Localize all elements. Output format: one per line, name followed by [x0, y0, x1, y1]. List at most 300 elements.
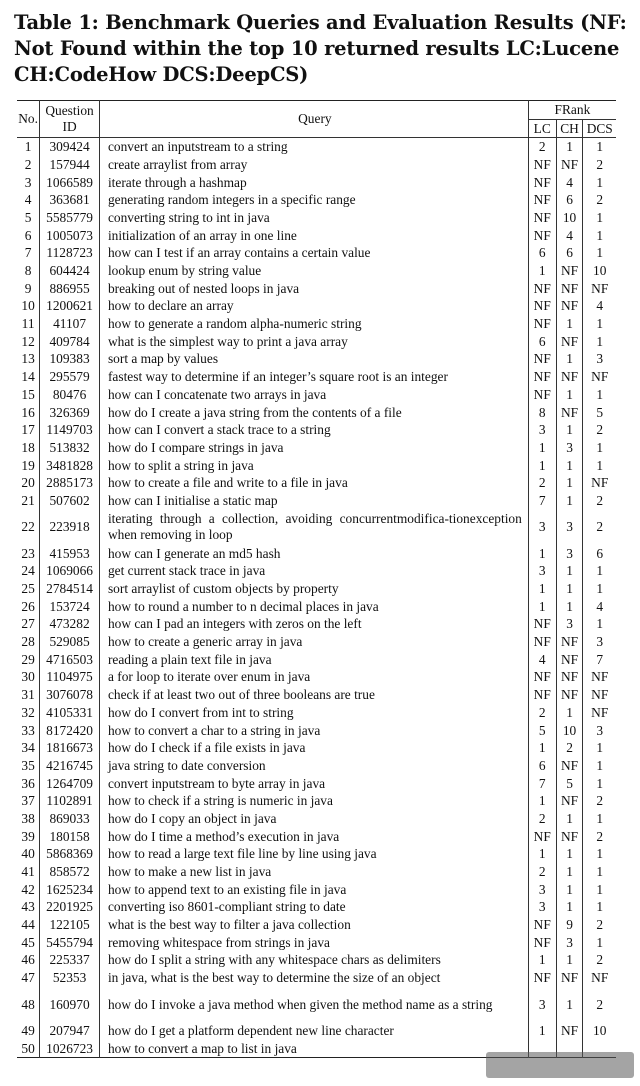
- header-frank: FRank: [528, 101, 616, 120]
- cell-no: 35: [17, 757, 40, 775]
- cell-query: what is the best way to filter a java collection: [99, 916, 528, 934]
- cell-dcs: 1: [596, 899, 604, 915]
- header-ch: CH: [556, 119, 583, 138]
- cell-lc: 3: [528, 510, 556, 545]
- cell-ch: 6: [556, 191, 583, 209]
- cell-question-id: 409784: [40, 333, 100, 351]
- cell-ch: 1: [556, 421, 583, 439]
- table-row: [17, 474, 616, 492]
- cell-no: 32: [17, 704, 40, 722]
- cell-lc: 2: [528, 704, 556, 722]
- cell-query: create arraylist from array: [99, 156, 528, 174]
- cell-no: 47: [17, 969, 40, 987]
- cell-ch: 3: [556, 934, 583, 952]
- cell-query: a for loop to iterate over enum in java: [99, 669, 528, 687]
- cell-ch: NF: [556, 669, 583, 687]
- cell-query: iterate through a hashmap: [99, 174, 528, 192]
- cell-dcs: NF: [591, 970, 609, 986]
- cell-ch: 3: [556, 616, 583, 634]
- cell-query: how to append text to an existing file in java: [99, 881, 528, 899]
- cell-query: how to round a number to n decimal places in java: [99, 598, 528, 616]
- table-row: [17, 952, 616, 970]
- cell-query: generating random integers in a specific range: [99, 191, 528, 209]
- table-row: [17, 315, 616, 333]
- cell-question-id: 869033: [40, 810, 100, 828]
- cell-dcs: 1: [596, 245, 604, 261]
- cell-question-id: 363681: [40, 191, 100, 209]
- cell-query: how can I test if an array contains a certain value: [99, 245, 528, 263]
- cell-dcs: 1: [596, 740, 604, 756]
- cell-no: 50: [17, 1040, 40, 1058]
- cell-query: lookup enum by string value: [99, 262, 528, 280]
- cell-ch: NF: [556, 156, 583, 174]
- cell-dcs: 1: [596, 139, 604, 155]
- cell-lc: NF: [528, 209, 556, 227]
- cell-query: what is the simplest way to print a java array: [99, 333, 528, 351]
- cell-ch: 1: [556, 315, 583, 333]
- table-row: [17, 174, 616, 192]
- table-row: [17, 757, 616, 775]
- cell-dcs: 1: [596, 333, 604, 349]
- cell-dcs: 1: [596, 864, 604, 880]
- table-row: [17, 421, 616, 439]
- cell-lc: 1: [528, 1022, 556, 1040]
- cell-no: 38: [17, 810, 40, 828]
- cell-ch: NF: [556, 280, 583, 298]
- header-dcs: DCS: [583, 119, 616, 138]
- table-row: [17, 792, 616, 810]
- cell-query: iterating through a collection, avoiding concurrentmodifica-tionexception when removing in loop: [99, 510, 528, 545]
- cell-no: 36: [17, 775, 40, 793]
- cell-question-id: 1069066: [40, 563, 100, 581]
- cell-no: 2: [17, 156, 40, 174]
- cell-lc: NF: [528, 191, 556, 209]
- cell-ch: NF: [556, 828, 583, 846]
- cell-query: how do I convert from int to string: [99, 704, 528, 722]
- cell-question-id: 5455794: [40, 934, 100, 952]
- table-row: [17, 651, 616, 669]
- cell-query: how do I invoke a java method when given the method name as a string: [99, 987, 528, 1022]
- cell-question-id: 2784514: [40, 580, 100, 598]
- cell-lc: 1: [528, 598, 556, 616]
- cell-no: 27: [17, 616, 40, 634]
- cell-ch: 1: [556, 386, 583, 404]
- cell-question-id: 160970: [40, 987, 100, 1022]
- cell-ch: NF: [556, 368, 583, 386]
- table-row: [17, 191, 616, 209]
- header-query: Query: [99, 101, 528, 138]
- cell-question-id: 604424: [40, 262, 100, 280]
- cell-no: 6: [17, 227, 40, 245]
- cell-query: converting string to int in java: [99, 209, 528, 227]
- cell-question-id: 1066589: [40, 174, 100, 192]
- cell-query: how do I create a java string from the contents of a file: [99, 404, 528, 422]
- cell-lc: 2: [528, 810, 556, 828]
- cell-no: 48: [17, 987, 40, 1022]
- cell-question-id: 4105331: [40, 704, 100, 722]
- cell-lc: 3: [528, 563, 556, 581]
- cell-question-id: 3481828: [40, 457, 100, 475]
- cell-no: 49: [17, 1022, 40, 1040]
- cell-dcs: 1: [596, 174, 604, 190]
- cell-no: 22: [17, 510, 40, 545]
- cell-dcs: 4: [596, 298, 604, 314]
- cell-query: sort arraylist of custom objects by property: [99, 580, 528, 598]
- cell-query: how to convert a map to list in java: [99, 1040, 528, 1058]
- cell-dcs: 1: [596, 439, 604, 455]
- table-row: [17, 386, 616, 404]
- table-row: [17, 368, 616, 386]
- table-body: [17, 138, 616, 1058]
- cell-lc: 4: [528, 651, 556, 669]
- cell-question-id: 153724: [40, 598, 100, 616]
- cell-dcs: 5: [596, 404, 604, 420]
- cell-lc: 1: [528, 580, 556, 598]
- cell-question-id: 1264709: [40, 775, 100, 793]
- cell-query: reading a plain text file in java: [99, 651, 528, 669]
- cell-dcs: 2: [596, 996, 604, 1012]
- cell-query: removing whitespace from strings in java: [99, 934, 528, 952]
- table-row: [17, 969, 616, 987]
- cell-dcs: 3: [596, 722, 604, 738]
- cell-ch: 1: [556, 563, 583, 581]
- cell-query: how to make a new list in java: [99, 863, 528, 881]
- table-row: [17, 686, 616, 704]
- table-row: [17, 227, 616, 245]
- cell-no: 45: [17, 934, 40, 952]
- cell-no: 23: [17, 545, 40, 563]
- table-row: [17, 881, 616, 899]
- cell-dcs: 3: [596, 351, 604, 367]
- cell-ch: 1: [556, 457, 583, 475]
- cell-no: 41: [17, 863, 40, 881]
- cell-no: 26: [17, 598, 40, 616]
- cell-dcs: NF: [591, 369, 609, 385]
- cell-dcs: 10: [593, 263, 607, 279]
- cell-question-id: 80476: [40, 386, 100, 404]
- cell-ch: 1: [556, 474, 583, 492]
- cell-lc: 5: [528, 722, 556, 740]
- cell-dcs: NF: [591, 704, 609, 720]
- cell-no: 13: [17, 351, 40, 369]
- table-row: [17, 704, 616, 722]
- cell-no: 10: [17, 298, 40, 316]
- cell-lc: 6: [528, 245, 556, 263]
- cell-query: in java, what is the best way to determine the size of an object: [99, 969, 528, 987]
- cell-lc: 1: [528, 262, 556, 280]
- cell-question-id: 1005073: [40, 227, 100, 245]
- cell-no: 40: [17, 846, 40, 864]
- cell-question-id: 4216745: [40, 757, 100, 775]
- cell-no: 42: [17, 881, 40, 899]
- cell-lc: NF: [528, 156, 556, 174]
- cell-ch: NF: [556, 686, 583, 704]
- cell-query: initialization of an array in one line: [99, 227, 528, 245]
- cell-dcs: 1: [596, 616, 604, 632]
- cell-query: how can I generate an md5 hash: [99, 545, 528, 563]
- cell-no: 20: [17, 474, 40, 492]
- cell-no: 5: [17, 209, 40, 227]
- cell-ch: 1: [556, 598, 583, 616]
- table-row: [17, 351, 616, 369]
- table-row: [17, 598, 616, 616]
- header-no: No.: [17, 101, 40, 138]
- cell-lc: NF: [528, 828, 556, 846]
- cell-dcs: 1: [596, 457, 604, 473]
- table-row: [17, 545, 616, 563]
- cell-question-id: 473282: [40, 616, 100, 634]
- cell-dcs: 2: [596, 917, 604, 933]
- cell-lc: NF: [528, 969, 556, 987]
- cell-query: convert an inputstream to a string: [99, 138, 528, 156]
- cell-ch: 1: [556, 580, 583, 598]
- table-row: [17, 775, 616, 793]
- cell-lc: 2: [528, 138, 556, 156]
- cell-query: converting iso 8601-compliant string to date: [99, 899, 528, 917]
- cell-ch: 3: [556, 545, 583, 563]
- cell-query: java string to date conversion: [99, 757, 528, 775]
- cell-dcs: 2: [596, 422, 604, 438]
- cell-dcs: 2: [596, 793, 604, 809]
- watermark-logo: [486, 1052, 634, 1078]
- cell-ch: NF: [556, 792, 583, 810]
- header-question-id: Question ID: [40, 101, 100, 138]
- table-row: [17, 298, 616, 316]
- cell-lc: NF: [528, 174, 556, 192]
- cell-no: 28: [17, 633, 40, 651]
- cell-question-id: 5585779: [40, 209, 100, 227]
- table-row: [17, 739, 616, 757]
- cell-ch: 4: [556, 227, 583, 245]
- cell-query: how to check if a string is numeric in java: [99, 792, 528, 810]
- cell-no: 1: [17, 138, 40, 156]
- cell-question-id: 2885173: [40, 474, 100, 492]
- cell-ch: NF: [556, 1022, 583, 1040]
- table-row: [17, 262, 616, 280]
- cell-no: 8: [17, 262, 40, 280]
- table-row: [17, 457, 616, 475]
- cell-no: 30: [17, 669, 40, 687]
- cell-lc: 2: [528, 474, 556, 492]
- cell-lc: 7: [528, 492, 556, 510]
- table-row: [17, 209, 616, 227]
- cell-ch: 1: [556, 987, 583, 1022]
- cell-ch: NF: [556, 651, 583, 669]
- cell-dcs: 1: [596, 227, 604, 243]
- cell-question-id: 1816673: [40, 739, 100, 757]
- cell-ch: 1: [556, 810, 583, 828]
- cell-lc: NF: [528, 227, 556, 245]
- cell-query: how to generate a random alpha-numeric string: [99, 315, 528, 333]
- cell-dcs: 1: [596, 386, 604, 402]
- cell-question-id: 4716503: [40, 651, 100, 669]
- cell-no: 34: [17, 739, 40, 757]
- cell-lc: 1: [528, 792, 556, 810]
- cell-ch: 2: [556, 739, 583, 757]
- cell-no: 9: [17, 280, 40, 298]
- table-row: [17, 404, 616, 422]
- cell-dcs: NF: [591, 687, 609, 703]
- cell-query: how to split a string in java: [99, 457, 528, 475]
- cell-lc: 3: [528, 881, 556, 899]
- cell-query: how can I initialise a static map: [99, 492, 528, 510]
- cell-no: 12: [17, 333, 40, 351]
- cell-dcs: NF: [591, 475, 609, 491]
- cell-dcs: 2: [596, 492, 604, 508]
- table-row: [17, 916, 616, 934]
- cell-dcs: 10: [593, 1022, 607, 1038]
- cell-ch: NF: [556, 757, 583, 775]
- cell-lc: 7: [528, 775, 556, 793]
- cell-ch: 1: [556, 952, 583, 970]
- cell-question-id: 415953: [40, 545, 100, 563]
- cell-question-id: 2201925: [40, 899, 100, 917]
- cell-lc: 2: [528, 863, 556, 881]
- cell-ch: NF: [556, 633, 583, 651]
- table-row: [17, 828, 616, 846]
- cell-question-id: 180158: [40, 828, 100, 846]
- cell-dcs: 1: [596, 846, 604, 862]
- table-row: [17, 563, 616, 581]
- table-row: [17, 987, 616, 1022]
- cell-ch: 1: [556, 881, 583, 899]
- table-row: [17, 899, 616, 917]
- cell-dcs: 6: [596, 545, 604, 561]
- cell-question-id: 1200621: [40, 298, 100, 316]
- cell-ch: NF: [556, 969, 583, 987]
- cell-lc: 3: [528, 987, 556, 1022]
- cell-no: 18: [17, 439, 40, 457]
- cell-query: how do I split a string with any whitespace chars as delimiters: [99, 952, 528, 970]
- cell-dcs: 1: [596, 775, 604, 791]
- cell-lc: 1: [528, 952, 556, 970]
- cell-question-id: 1149703: [40, 421, 100, 439]
- cell-no: 7: [17, 245, 40, 263]
- cell-dcs: 2: [596, 519, 604, 535]
- cell-lc: NF: [528, 686, 556, 704]
- cell-no: 43: [17, 899, 40, 917]
- cell-lc: NF: [528, 298, 556, 316]
- cell-no: 21: [17, 492, 40, 510]
- cell-query: how can I pad an integers with zeros on the left: [99, 616, 528, 634]
- cell-ch: NF: [556, 333, 583, 351]
- cell-question-id: 3076078: [40, 686, 100, 704]
- cell-question-id: 1104975: [40, 669, 100, 687]
- cell-no: 25: [17, 580, 40, 598]
- cell-dcs: 1: [596, 581, 604, 597]
- cell-no: 39: [17, 828, 40, 846]
- cell-lc: NF: [528, 633, 556, 651]
- cell-question-id: 223918: [40, 510, 100, 545]
- table-row: [17, 245, 616, 263]
- cell-question-id: 309424: [40, 138, 100, 156]
- cell-lc: NF: [528, 280, 556, 298]
- cell-dcs: 4: [596, 598, 604, 614]
- cell-ch: 9: [556, 916, 583, 934]
- cell-ch: 1: [556, 138, 583, 156]
- table-row: [17, 138, 616, 156]
- cell-lc: NF: [528, 616, 556, 634]
- cell-lc: 3: [528, 421, 556, 439]
- cell-query: sort a map by values: [99, 351, 528, 369]
- cell-query: how to create a file and write to a file in java: [99, 474, 528, 492]
- cell-lc: NF: [528, 351, 556, 369]
- cell-ch: 1: [556, 704, 583, 722]
- cell-ch: 1: [556, 899, 583, 917]
- cell-question-id: 52353: [40, 969, 100, 987]
- table-row: [17, 510, 616, 545]
- cell-lc: NF: [528, 916, 556, 934]
- table-row: [17, 280, 616, 298]
- cell-ch: 1: [556, 863, 583, 881]
- cell-dcs: 1: [596, 810, 604, 826]
- cell-dcs: 1: [596, 934, 604, 950]
- cell-dcs: 1: [596, 563, 604, 579]
- cell-ch: 1: [556, 846, 583, 864]
- cell-question-id: 41107: [40, 315, 100, 333]
- table-row: [17, 722, 616, 740]
- cell-question-id: 8172420: [40, 722, 100, 740]
- cell-lc: 1: [528, 457, 556, 475]
- cell-query: how do I time a method’s execution in java: [99, 828, 528, 846]
- cell-query: check if at least two out of three booleans are true: [99, 686, 528, 704]
- cell-question-id: 207947: [40, 1022, 100, 1040]
- cell-no: 4: [17, 191, 40, 209]
- cell-lc: NF: [528, 934, 556, 952]
- table-row: [17, 669, 616, 687]
- cell-ch: 3: [556, 510, 583, 545]
- cell-dcs: 2: [596, 952, 604, 968]
- cell-no: 44: [17, 916, 40, 934]
- table-row: [17, 810, 616, 828]
- cell-lc: 1: [528, 846, 556, 864]
- cell-dcs: 1: [596, 757, 604, 773]
- cell-question-id: 886955: [40, 280, 100, 298]
- cell-query: get current stack trace in java: [99, 563, 528, 581]
- cell-dcs: NF: [591, 669, 609, 685]
- cell-lc: 6: [528, 757, 556, 775]
- cell-dcs: 7: [596, 651, 604, 667]
- cell-no: 33: [17, 722, 40, 740]
- cell-question-id: 157944: [40, 156, 100, 174]
- cell-ch: NF: [556, 262, 583, 280]
- cell-lc: 8: [528, 404, 556, 422]
- cell-ch: 3: [556, 439, 583, 457]
- cell-query: how to read a large text file line by line using java: [99, 846, 528, 864]
- cell-question-id: 1026723: [40, 1040, 100, 1058]
- cell-query: how to convert a char to a string in java: [99, 722, 528, 740]
- cell-no: 29: [17, 651, 40, 669]
- cell-query: how do I compare strings in java: [99, 439, 528, 457]
- cell-lc: NF: [528, 368, 556, 386]
- cell-question-id: 858572: [40, 863, 100, 881]
- table-row: [17, 333, 616, 351]
- cell-dcs: 1: [596, 881, 604, 897]
- cell-ch: NF: [556, 404, 583, 422]
- cell-lc: 1: [528, 545, 556, 563]
- cell-query: how do I check if a file exists in java: [99, 739, 528, 757]
- cell-query: how do I get a platform dependent new line character: [99, 1022, 528, 1040]
- cell-ch: 1: [556, 351, 583, 369]
- cell-ch: 10: [556, 209, 583, 227]
- cell-ch: 5: [556, 775, 583, 793]
- cell-ch: NF: [556, 298, 583, 316]
- cell-question-id: 1102891: [40, 792, 100, 810]
- cell-no: 16: [17, 404, 40, 422]
- table-row: [17, 580, 616, 598]
- cell-dcs: 3: [596, 634, 604, 650]
- cell-no: 15: [17, 386, 40, 404]
